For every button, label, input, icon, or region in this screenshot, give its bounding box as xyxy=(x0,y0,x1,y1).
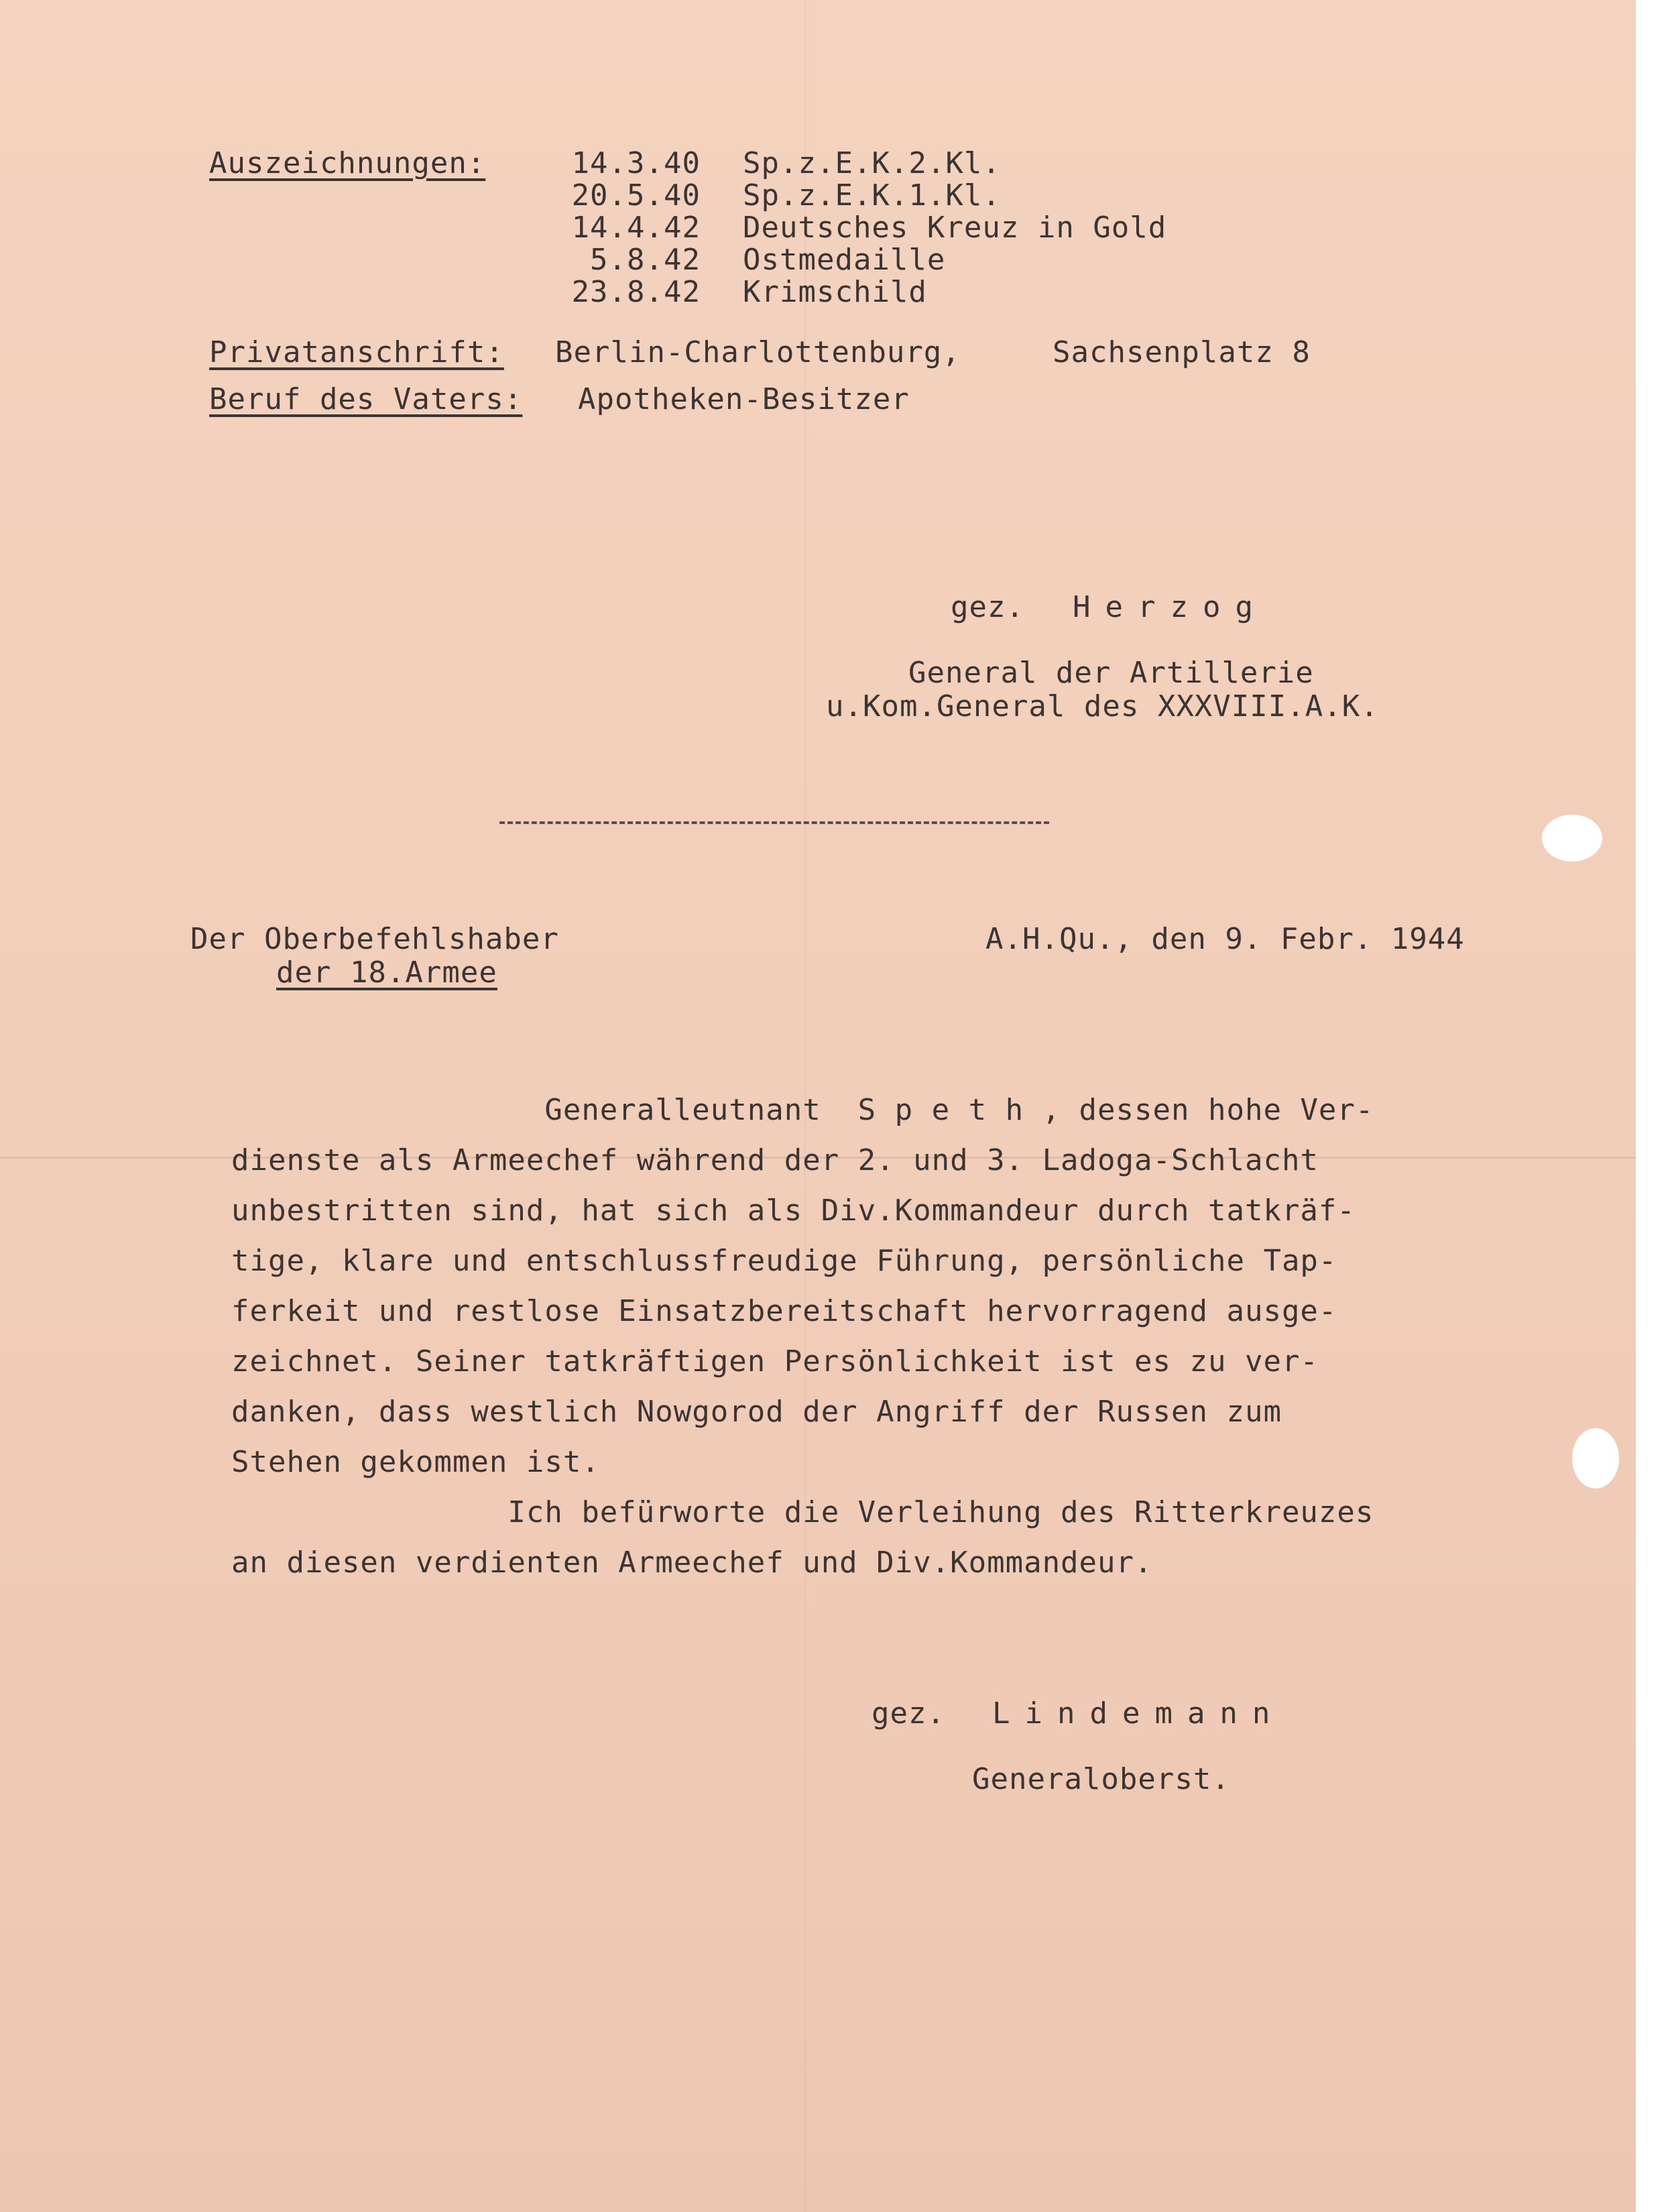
section-divider xyxy=(499,821,1049,824)
place-date: A.H.Qu., den 9. Febr. 1944 xyxy=(985,922,1465,956)
sender-line1: Der Oberbefehlshaber xyxy=(190,922,559,956)
award-name: Krimschild xyxy=(743,275,927,309)
signature-title-line2: u.Kom.General des XXXVIII.A.K. xyxy=(826,689,1379,723)
signature-title: Generaloberst. xyxy=(972,1762,1230,1796)
father-profession-label: Beruf des Vaters: xyxy=(209,382,523,416)
award-date: 20.5.40 xyxy=(571,178,701,213)
award-name: Deutsches Kreuz in Gold xyxy=(743,211,1167,245)
award-name: Sp.z.E.K.2.Kl. xyxy=(743,146,1001,180)
signature-name-lindemann: Lindemann xyxy=(992,1696,1285,1731)
body-line: tige, klare und entschlussfreudige Führung, persönliche Tap- xyxy=(231,1244,1337,1278)
signature-title-line1: General der Artillerie xyxy=(908,656,1314,690)
private-address-street: Sachsenplatz 8 xyxy=(1053,335,1311,369)
body-line: Stehen gekommen ist. xyxy=(231,1445,600,1479)
award-name: Sp.z.E.K.1.Kl. xyxy=(743,178,1001,213)
award-name: Ostmedaille xyxy=(743,243,946,277)
private-address-city: Berlin-Charlottenburg, xyxy=(555,335,961,369)
body-line: unbestritten sind, hat sich als Div.Kommandeur durch tatkräf- xyxy=(231,1194,1356,1228)
awards-label: Auszeichnungen: xyxy=(209,146,486,180)
award-date: 23.8.42 xyxy=(571,275,701,309)
body-line: zeichnet. Seiner tatkräftigen Persönlichkeit ist es zu ver- xyxy=(231,1344,1319,1379)
sender-line2: der 18.Armee xyxy=(276,955,497,990)
paper-tear xyxy=(1542,815,1602,862)
private-address-label: Privatanschrift: xyxy=(209,335,504,369)
award-date: 14.4.42 xyxy=(571,211,701,245)
body-line: danken, dass westlich Nowgorod der Angriff der Russen zum xyxy=(231,1395,1282,1429)
paper-tear xyxy=(1572,1428,1619,1489)
award-date: 5.8.42 xyxy=(590,243,701,277)
signature-gez: gez. xyxy=(951,590,1024,624)
signature-gez: gez. xyxy=(872,1696,945,1731)
award-date: 14.3.40 xyxy=(571,146,701,180)
body-line: Ich befürworte die Verleihung des Ritterkreuzes xyxy=(231,1495,1374,1529)
body-line: an diesen verdienten Armeechef und Div.Kommandeur. xyxy=(231,1546,1153,1580)
father-profession-value: Apotheken-Besitzer xyxy=(578,382,910,416)
body-line: dienste als Armeechef während der 2. und 3. Ladoga-Schlacht xyxy=(231,1143,1319,1177)
signature-name-herzog: Herzog xyxy=(1073,590,1268,624)
body-line: Generalleutnant S p e t h , dessen hohe Ver- xyxy=(231,1093,1374,1127)
body-line: ferkeit und restlose Einsatzbereitschaft hervorragend ausge- xyxy=(231,1294,1337,1328)
